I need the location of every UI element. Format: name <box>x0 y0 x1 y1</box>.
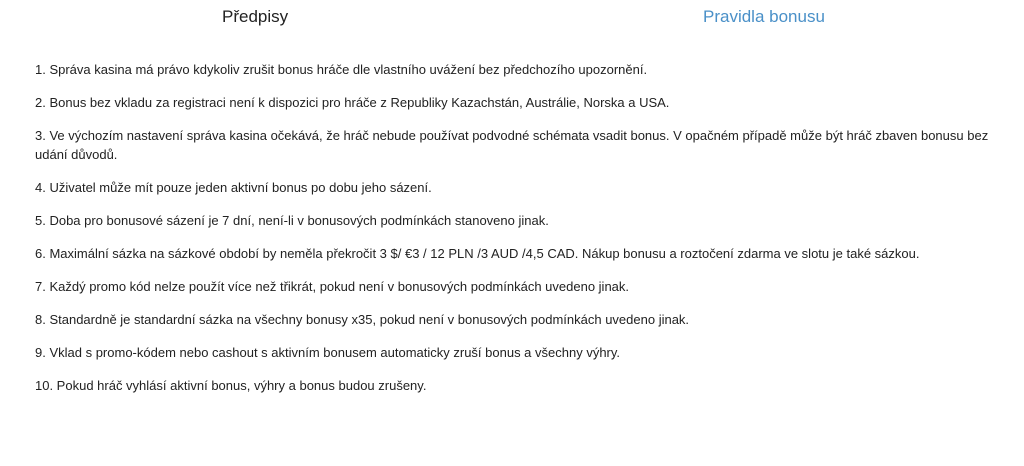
rule-item: 4. Uživatel může mít pouze jeden aktivní bonus po dobu jeho sázení. <box>35 180 432 195</box>
tab-bonus-rules[interactable]: Pravidla bonusu <box>703 7 825 26</box>
rule-item: 3. Ve výchozím nastavení správa kasina očekává, že hráč nebude používat podvodné schémata vsadit bonus. V opačném případě může být hráč zbaven bonusu bez udání důvodů. <box>35 128 989 162</box>
tab-regulations[interactable]: Předpisy <box>222 7 289 26</box>
rule-item: 8. Standardně je standardní sázka na všechny bonusy x35, pokud není v bonusových podmínkách uvedeno jinak. <box>35 312 690 327</box>
rules-list <box>35 60 1010 409</box>
rule-item: 7. Každý promo kód nelze použít více než třikrát, pokud není v bonusových podmínkách uvedeno jinak. <box>35 279 630 294</box>
rule-item: 9. Vklad s promo-kódem nebo cashout s aktivním bonusem automaticky zruší bonus a všechny výhry. <box>35 345 621 360</box>
rule-item: 10. Pokud hráč vyhlásí aktivní bonus, výhry a bonus budou zrušeny. <box>35 378 427 393</box>
tab-bar <box>0 0 1024 40</box>
rule-item: 6. Maximální sázka na sázkové období by neměla překročit 3 $/ €3 / 12 PLN /3 AUD /4,5 CAD. Nákup bonusu a roztočení zdarma ve slotu je také sázkou. <box>35 246 920 261</box>
rule-item: 2. Bonus bez vkladu za registraci není k dispozici pro hráče z Republiky Kazachstán, Austrálie, Norska a USA. <box>35 95 670 110</box>
rule-item: 1. Správa kasina má právo kdykoliv zrušit bonus hráče dle vlastního uvážení bez předchozího upozornění. <box>35 62 648 77</box>
rule-item: 5. Doba pro bonusové sázení je 7 dní, není-li v bonusových podmínkách stanoveno jinak. <box>35 213 549 228</box>
